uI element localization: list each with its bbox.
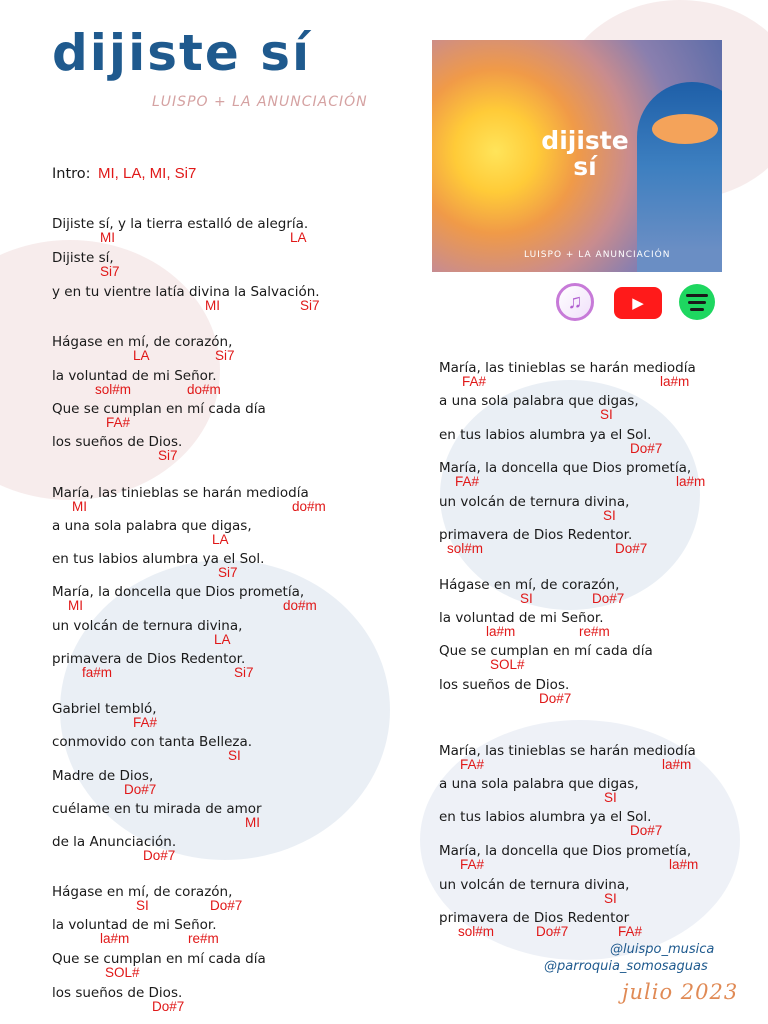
lyric-line: en tus labios alumbra ya el Sol.	[52, 551, 265, 567]
lyric-line: en tus labios alumbra ya el Sol.	[439, 427, 652, 443]
instagram-handle-parroquia[interactable]: @parroquia_somosaguas	[544, 959, 708, 974]
chord-label: SI	[603, 508, 616, 523]
chord-label: SOL#	[490, 657, 525, 672]
lyric-line: los sueños de Dios.	[439, 677, 570, 693]
lyric-line: Dijiste sí,	[52, 250, 114, 266]
chord-label: MI	[100, 230, 115, 245]
lyric-line: un volcán de ternura divina,	[439, 877, 630, 893]
lyric-line: y en tu vientre latía divina la Salvación.	[52, 284, 320, 300]
lyric-line: a una sola palabra que digas,	[439, 776, 639, 792]
chord-label: FA#	[455, 474, 480, 489]
lyric-line: conmovido con tanta Belleza.	[52, 734, 253, 750]
lyric-line: Madre de Dios,	[52, 768, 154, 784]
chord-label: do#m	[292, 499, 326, 514]
streaming-icons	[556, 283, 722, 321]
chord-label: Do#7	[210, 898, 243, 913]
song-subtitle: LUISPO + LA ANUNCIACIÓN	[152, 94, 368, 110]
chord-label: FA#	[133, 715, 158, 730]
lyric-line: a una sola palabra que digas,	[52, 518, 252, 534]
chord-label: SI	[604, 790, 617, 805]
lyric-line: un volcán de ternura divina,	[52, 618, 243, 634]
chord-label: Do#7	[592, 591, 625, 606]
chord-label: FA#	[106, 415, 131, 430]
chord-label: SI	[136, 898, 149, 913]
chord-label: FA#	[460, 757, 485, 772]
lyric-line: María, la doncella que Dios prometía,	[439, 843, 692, 859]
chord-label: LA	[212, 532, 229, 547]
chord-label: Si7	[215, 348, 235, 363]
lyric-line: cuélame en tu mirada de amor	[52, 801, 262, 817]
chord-label: la#m	[669, 857, 699, 872]
chord-label: re#m	[579, 624, 610, 639]
chord-label: la#m	[676, 474, 706, 489]
lyric-line: Gabriel tembló,	[52, 701, 157, 717]
chord-label: Do#7	[536, 924, 569, 939]
lyric-line: Hágase en mí, de corazón,	[439, 577, 620, 593]
date-label: julio 2023	[622, 980, 739, 1004]
lyric-line: primavera de Dios Redentor.	[52, 651, 246, 667]
chord-label: MI	[72, 499, 87, 514]
chord-label: Si7	[300, 298, 320, 313]
intro-label: Intro:	[52, 166, 91, 182]
chord-label: SI	[604, 891, 617, 906]
chord-label: Si7	[158, 448, 178, 463]
cover-subtitle: LUISPO + LA ANUNCIACIÓN	[524, 250, 671, 260]
lyric-line: Hágase en mí, de corazón,	[52, 884, 233, 900]
chord-label: la#m	[660, 374, 690, 389]
lyric-line: la voluntad de mi Señor.	[439, 610, 604, 626]
lyric-line: los sueños de Dios.	[52, 985, 183, 1001]
lyric-line: María, las tinieblas se harán mediodía	[439, 360, 696, 376]
chord-label: Si7	[234, 665, 254, 680]
chord-label: Do#7	[539, 691, 572, 706]
chord-label: FA#	[460, 857, 485, 872]
chord-label: LA	[290, 230, 307, 245]
chord-label: Si7	[218, 565, 238, 580]
lyric-line: los sueños de Dios.	[52, 434, 183, 450]
chord-label: MI	[245, 815, 260, 830]
chord-label: MI	[68, 598, 83, 613]
apple-music-icon[interactable]: ♫	[556, 283, 594, 321]
chord-label: sol#m	[447, 541, 484, 556]
chord-label: do#m	[187, 382, 221, 397]
chord-label: SOL#	[105, 965, 140, 980]
chord-label: MI	[205, 298, 220, 313]
lyric-line: la voluntad de mi Señor.	[52, 917, 217, 933]
lyric-line: de la Anunciación.	[52, 834, 177, 850]
chord-label: FA#	[462, 374, 487, 389]
chord-label: LA	[214, 632, 231, 647]
youtube-icon[interactable]: ▶	[614, 287, 662, 319]
spotify-icon[interactable]	[679, 284, 715, 320]
chord-label: Do#7	[630, 441, 663, 456]
lyric-line: María, la doncella que Dios prometía,	[52, 584, 305, 600]
lyric-line: María, las tinieblas se harán mediodía	[439, 743, 696, 759]
lyric-line: primavera de Dios Redentor.	[439, 527, 633, 543]
chord-label: FA#	[618, 924, 643, 939]
lyric-line: María, las tinieblas se harán mediodía	[52, 485, 309, 501]
cover-face	[652, 114, 718, 144]
lyric-line: un volcán de ternura divina,	[439, 494, 630, 510]
lyric-line: en tus labios alumbra ya el Sol.	[439, 809, 652, 825]
chord-label: fa#m	[82, 665, 113, 680]
chord-label: Do#7	[152, 999, 185, 1014]
chord-label: la#m	[486, 624, 516, 639]
lyric-line: Que se cumplan en mí cada día	[439, 643, 653, 659]
lyric-line: Hágase en mí, de corazón,	[52, 334, 233, 350]
cover-title: dijiste sí	[541, 126, 629, 181]
chord-label: Do#7	[630, 823, 663, 838]
lyric-line: Que se cumplan en mí cada día	[52, 951, 266, 967]
lyric-line: Dijiste sí, y la tierra estalló de alegría.	[52, 216, 309, 232]
song-title: dijiste sí	[52, 24, 312, 82]
chord-label: la#m	[662, 757, 692, 772]
chord-label: SI	[600, 407, 613, 422]
lyric-line: la voluntad de mi Señor.	[52, 368, 217, 384]
intro-chords: MI, LA, MI, Si7	[98, 165, 197, 182]
album-cover	[432, 40, 722, 272]
chord-label: la#m	[100, 931, 130, 946]
chord-label: SI	[520, 591, 533, 606]
chord-label: sol#m	[95, 382, 132, 397]
chord-label: re#m	[188, 931, 219, 946]
chord-label: sol#m	[458, 924, 495, 939]
chord-label: Do#7	[124, 782, 157, 797]
chord-label: Do#7	[143, 848, 176, 863]
chord-label: do#m	[283, 598, 317, 613]
chord-label: LA	[133, 348, 150, 363]
chord-label: Si7	[100, 264, 120, 279]
lyric-line: Que se cumplan en mí cada día	[52, 401, 266, 417]
instagram-handle-luispo[interactable]: @luispo_musica	[610, 942, 715, 957]
chord-label: SI	[228, 748, 241, 763]
lyric-line: María, la doncella que Dios prometía,	[439, 460, 692, 476]
chord-label: Do#7	[615, 541, 648, 556]
lyric-line: primavera de Dios Redentor	[439, 910, 630, 926]
lyric-line: a una sola palabra que digas,	[439, 393, 639, 409]
